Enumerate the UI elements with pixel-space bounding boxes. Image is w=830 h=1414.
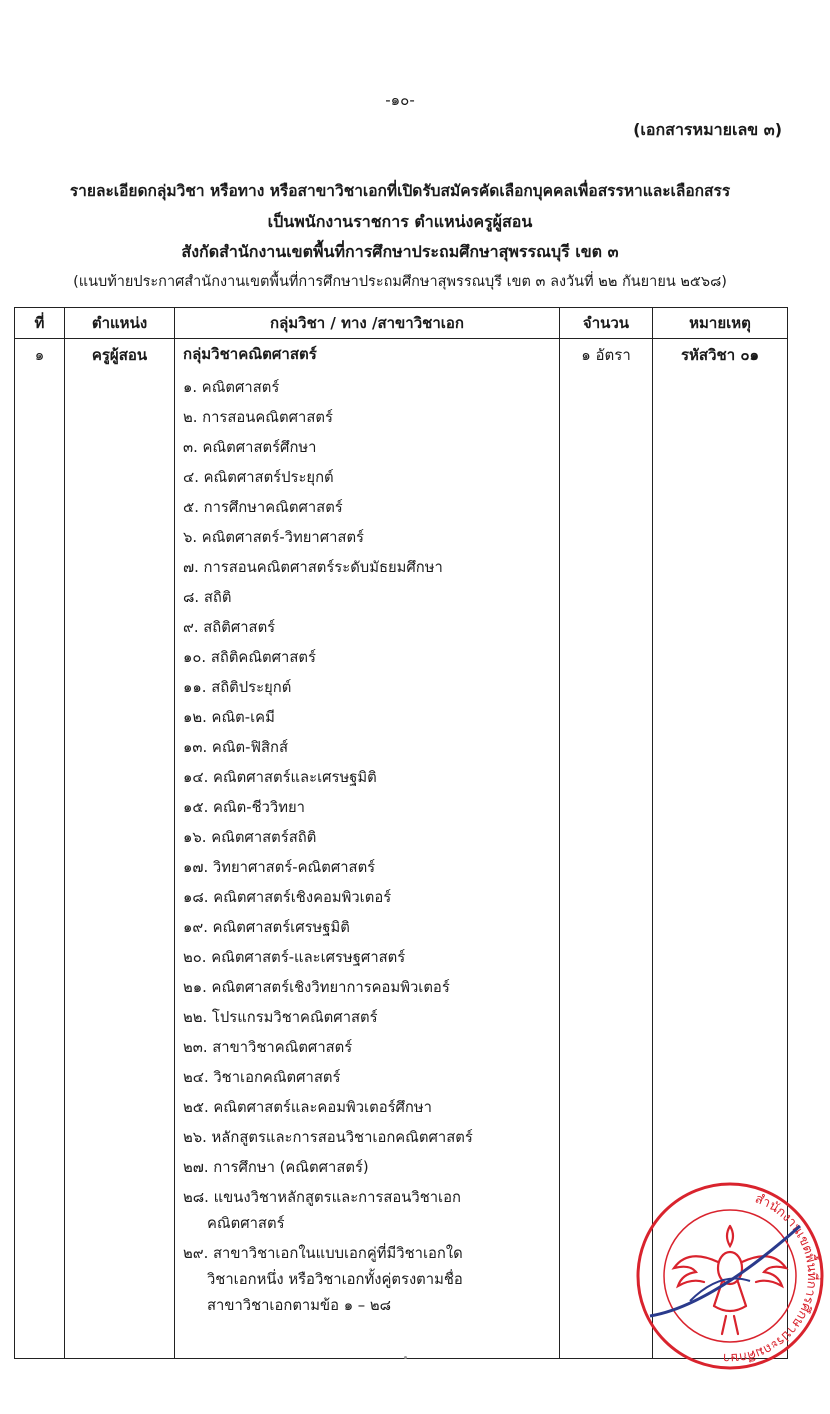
seal-text: สำนักงานเขตพื้นที่การศึกษาประถมศึกษา <box>722 1191 820 1366</box>
list-item: ๒๑. คณิตศาสตร์เชิงวิทยาการคอมพิวเตอร์ <box>183 979 450 996</box>
list-item: ๒๖. หลักสูตรและการสอนวิชาเอกคณิตศาสตร์ <box>183 1129 473 1146</box>
list-item: ๕. การศึกษาคณิตศาสตร์ <box>183 499 343 516</box>
item-29-line-1: ๒๙. สาขาวิชาเอกในแบบเอกคู่ที่มีวิชาเอกใด <box>183 1245 463 1262</box>
list-item: ๑๖. คณิตศาสตร์สถิติ <box>183 829 317 846</box>
list-item: ๙. สถิติศาสตร์ <box>183 619 276 636</box>
list-item: ๒๐. คณิตศาสตร์-และเศรษฐศาสตร์ <box>183 949 406 966</box>
cell-subjects <box>175 339 560 1359</box>
header-position: ตำแหน่ง <box>65 308 175 339</box>
document-reference: (เอกสารหมายเลข ๓) <box>633 120 782 139</box>
cell-no: ๑ <box>15 339 65 1359</box>
list-item: ๒๗. การศึกษา (คณิตศาสตร์) <box>183 1159 369 1176</box>
list-item: ๒๕. คณิตศาสตร์และคอมพิวเตอร์ศึกษา <box>183 1099 432 1116</box>
list-item: ๘. สถิติ <box>183 589 232 606</box>
garuda-seal-icon <box>630 1176 830 1376</box>
list-item: ๑๘. คณิตศาสตร์เชิงคอมพิวเตอร์ <box>183 889 392 906</box>
item-29-line-3: สาขาวิชาเอกตามข้อ ๑ – ๒๘ <box>207 1297 392 1314</box>
list-item: ๑. คณิตศาสตร์ <box>183 379 280 396</box>
header-count: จำนวน <box>560 308 653 339</box>
list-item: ๑๑. สถิติประยุกต์ <box>183 679 292 696</box>
list-item: ๖. คณิตศาสตร์-วิทยาศาสตร์ <box>183 529 364 546</box>
cell-position: ครูผู้สอน <box>65 339 175 1359</box>
header-subject: กลุ่มวิชา / ทาง /สาขาวิชาเอก <box>175 308 560 339</box>
list-item: ๑๓. คณิต-ฟิสิกส์ <box>183 739 288 756</box>
list-item-29 <box>183 1239 559 1321</box>
title-line-3: สังกัดสำนักงานเขตพื้นที่การศึกษาประถมศึกษาสุพรรณบุรี เขต ๓ <box>181 242 619 261</box>
title-line-4: (แนบท้ายประกาศสำนักงานเขตพื้นที่การศึกษาประถมศึกษาสุพรรณบุรี เขต ๓ ลงวันที่ ๒๒ กันยายน ๒๕๖๘) <box>73 274 727 290</box>
subject-list <box>183 373 559 1321</box>
list-item: ๒. การสอนคณิตศาสตร์ <box>183 409 333 426</box>
subject-group-title: กลุ่มวิชาคณิตศาสตร์ <box>183 345 317 363</box>
list-item-28 <box>183 1183 559 1239</box>
cell-count: ๑ อัตรา <box>560 339 653 1359</box>
header-no: ที่ <box>15 308 65 339</box>
scan-speck <box>404 1356 407 1359</box>
title-line-1: รายละเอียดกลุ่มวิชา หรือทาง หรือสาขาวิชาเอกที่เปิดรับสมัครคัดเลือกบุคคลเพื่อสรรหาและเลือกสรร <box>69 182 731 200</box>
list-item: ๗. การสอนคณิตศาสตร์ระดับมัธยมศึกษา <box>183 559 443 576</box>
list-item: ๑๔. คณิตศาสตร์และเศรษฐมิติ <box>183 769 377 786</box>
title-line-2: เป็นพนักงานราชการ ตำแหน่งครูผู้สอน <box>267 212 533 231</box>
cell-remark: รหัสวิชา ๐๑ <box>653 339 788 1359</box>
header-remark: หมายเหตุ <box>653 308 788 339</box>
list-item: ๒๒. โปรแกรมวิชาคณิตศาสตร์ <box>183 1009 378 1026</box>
item-28-line-1: ๒๘. แขนงวิชาหลักสูตรและการสอนวิชาเอก <box>183 1189 461 1206</box>
table-header-row <box>15 308 788 339</box>
list-item: ๓. คณิตศาสตร์ศึกษา <box>183 439 317 456</box>
page-number: -๑๐- <box>385 91 415 109</box>
item-29-line-2: วิชาเอกหนึ่ง หรือวิชาเอกทั้งคู่ตรงตามชื่อ <box>207 1271 463 1288</box>
list-item: ๒๔. วิชาเอกคณิตศาสตร์ <box>183 1069 341 1086</box>
list-item: ๑๒. คณิต-เคมี <box>183 709 275 726</box>
list-item: ๔. คณิตศาสตร์ประยุกต์ <box>183 469 334 486</box>
list-item: ๑๙. คณิตศาสตร์เศรษฐมิติ <box>183 919 350 936</box>
list-item: ๑๕. คณิต-ชีววิทยา <box>183 799 305 816</box>
item-28-line-2: คณิตศาสตร์ <box>207 1215 285 1232</box>
list-item: ๑๗. วิทยาศาสตร์-คณิตศาสตร์ <box>183 859 376 876</box>
list-item: ๑๐. สถิติคณิตศาสตร์ <box>183 649 316 666</box>
list-item: ๒๓. สาขาวิชาคณิตศาสตร์ <box>183 1039 353 1056</box>
